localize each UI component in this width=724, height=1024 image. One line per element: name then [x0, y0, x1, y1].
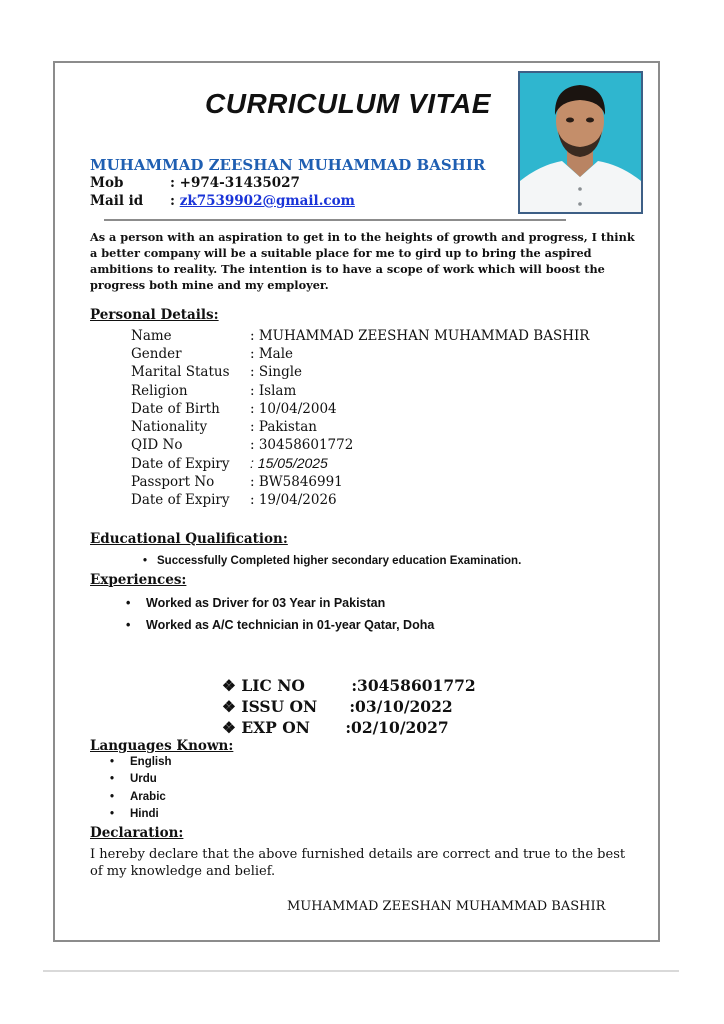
list-item [110, 756, 172, 768]
personal-value: : 30458601772 [250, 437, 354, 453]
email-label: Mail id [90, 193, 144, 209]
diamond-bullet-icon: ❖ [222, 718, 236, 737]
list-item [143, 555, 521, 567]
personal-value: : Pakistan [250, 419, 317, 435]
education-heading: Educational Qualification: [90, 531, 288, 547]
declaration-text: I hereby declare that the above furnished details are correct and true to the best of my knowledge and belief. [90, 847, 626, 879]
personal-label: Nationality [131, 419, 208, 435]
personal-label: Marital Status [131, 364, 230, 380]
language-item: English [130, 756, 172, 768]
bullet-icon: • [110, 791, 115, 803]
mobile-line [90, 175, 300, 191]
personal-row-qid [131, 437, 353, 453]
personal-row-marital-status [131, 364, 302, 380]
experiences-heading: Experiences: [90, 572, 187, 588]
document-title: CURRICULUM VITAE [205, 88, 491, 119]
personal-row-nationality [131, 419, 317, 435]
personal-label: Passport No [131, 474, 215, 490]
personal-label: Gender [131, 346, 182, 362]
list-item [110, 791, 166, 803]
personal-value: : Single [250, 364, 303, 380]
profile-photo [518, 71, 643, 214]
personal-value: : MUHAMMAD ZEESHAN MUHAMMAD BASHIR [250, 328, 590, 344]
bullet-icon: • [110, 773, 115, 785]
bullet-icon: • [126, 596, 131, 610]
license-label: EXP ON [241, 718, 310, 737]
mobile-label: Mob [90, 175, 124, 191]
personal-label: Date of Expiry [131, 492, 230, 508]
personal-row-gender [131, 346, 293, 362]
email-link[interactable]: zk7539902@gmail.com [179, 193, 355, 209]
license-value: :30458601772 [351, 676, 476, 695]
email-line [90, 193, 355, 209]
language-item: Urdu [130, 773, 157, 785]
page-bottom-divider [43, 970, 679, 972]
personal-value: : Male [250, 346, 294, 362]
license-row [222, 697, 453, 716]
bullet-icon: • [110, 756, 115, 768]
personal-row-religion [131, 383, 296, 399]
personal-row-passport-expiry [131, 492, 337, 508]
bullet-icon: • [126, 618, 131, 632]
education-item: Successfully Completed higher secondary education Examination. [157, 555, 522, 567]
list-item [126, 618, 434, 632]
personal-value: : 15/05/2025 [250, 455, 328, 471]
career-objective: As a person with an aspiration to get in to the heights of growth and progress, I think a better company will be a suitable place for me to gird up to bring the aspired ambitions to reality. The intention is to have a scope of work which will boost the progress both mine and my employer. [90, 230, 635, 292]
languages-heading: Languages Known: [90, 738, 234, 754]
header-divider [104, 219, 566, 221]
personal-label: Religion [131, 383, 188, 399]
language-item: Arabic [130, 791, 166, 803]
license-row [222, 676, 476, 695]
personal-label: Name [131, 328, 172, 344]
bullet-icon: • [143, 555, 148, 567]
license-value: :02/10/2027 [345, 718, 449, 737]
language-item: Hindi [130, 808, 159, 820]
signature-name: MUHAMMAD ZEESHAN MUHAMMAD BASHIR [287, 899, 606, 914]
personal-value: : 19/04/2026 [250, 492, 337, 508]
mobile-value: : +974-31435027 [170, 175, 300, 191]
license-label: ISSU ON [241, 697, 318, 716]
experience-item: Worked as Driver for 03 Year in Pakistan [146, 596, 386, 610]
personal-value: : Islam [250, 383, 297, 399]
bullet-icon: • [110, 808, 115, 820]
diamond-bullet-icon: ❖ [222, 676, 236, 695]
personal-value: : BW5846991 [250, 474, 343, 490]
diamond-bullet-icon: ❖ [222, 697, 236, 716]
candidate-name: MUHAMMAD ZEESHAN MUHAMMAD BASHIR [90, 156, 486, 174]
license-row [222, 718, 449, 737]
license-label: LIC NO [241, 676, 305, 695]
email-prefix: : [170, 193, 180, 209]
personal-label: Date of Expiry [131, 456, 230, 472]
list-item [110, 808, 159, 820]
experience-item: Worked as A/C technician in 01-year Qatar, Doha [146, 618, 435, 632]
personal-row-qid-expiry [131, 455, 328, 472]
list-item [110, 773, 157, 785]
license-value: :03/10/2022 [349, 697, 453, 716]
personal-value: : 10/04/2004 [250, 401, 337, 417]
personal-label: QID No [131, 437, 183, 453]
personal-label: Date of Birth [131, 401, 220, 417]
personal-row-name [131, 328, 589, 344]
personal-row-passport [131, 474, 343, 490]
personal-row-date-of-birth [131, 401, 337, 417]
list-item [126, 596, 385, 610]
personal-details-heading: Personal Details: [90, 307, 219, 323]
declaration-heading: Declaration: [90, 825, 184, 841]
